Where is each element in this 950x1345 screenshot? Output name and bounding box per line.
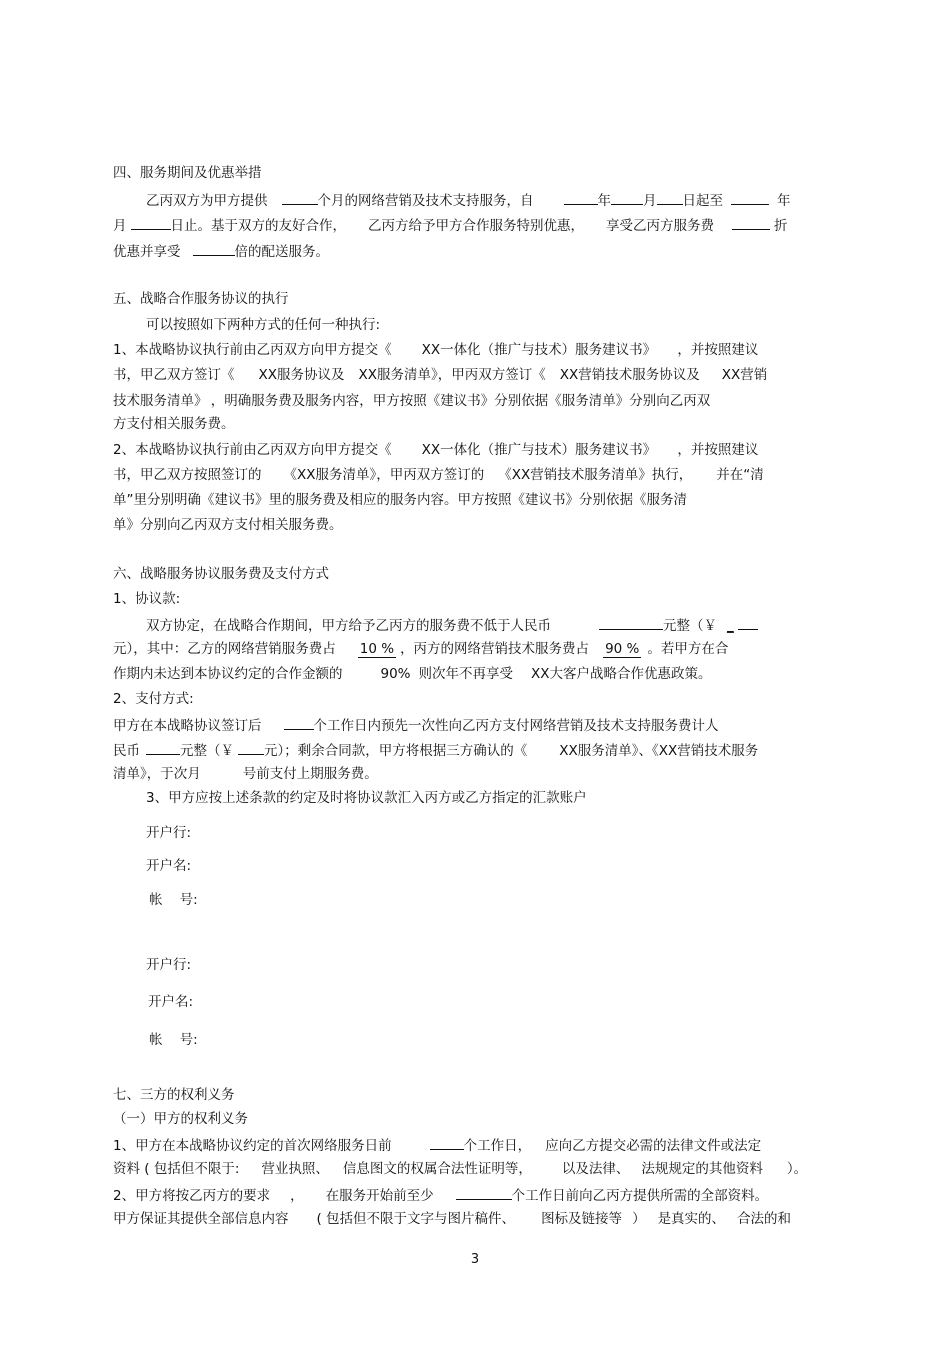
section-7-heading: 七、三方的权利义务 bbox=[113, 1087, 235, 1103]
section-6-p1-line-1: 双方协定，在战略合作期间，甲方给予乙丙方的服务费不低于人民币 元整（￥ _ bbox=[146, 615, 758, 635]
page-number: 3 bbox=[470, 1252, 480, 1267]
section-6-p2-line-2: 民币 元整（￥ 元）；剩余合同款，甲方将根据三方确认的《 XX服务清单》、《XX营销技术服务 bbox=[113, 740, 758, 760]
section-6-p2-line-1: 甲方在本战略协议签订后 个工作日内预先一次性向乙丙方支付网络营销及技术支持服务费计人 bbox=[113, 715, 719, 735]
section-5-item-2-line-4: 单》分别向乙丙双方支付相关服务费。 bbox=[113, 517, 343, 533]
section-7-sub-1: （一）甲方的权利义务 bbox=[113, 1111, 248, 1127]
account-1-bank: 开户行: bbox=[146, 825, 192, 841]
section-5-item-1-line-4: 方支付相关服务费。 bbox=[113, 416, 235, 432]
section-7-line-3: 2、甲方将按乙丙方的要求 ， 在服务开始前至少 个工作日前向乙丙方提供所需的全部资料。 bbox=[113, 1185, 768, 1205]
section-6-sub-1: 1、协议款: bbox=[113, 591, 181, 607]
section-5-item-2-line-2: 书，甲乙双方按照签订的 《XX服务清单》，甲丙双方签订的 《XX营销技术服务清单》执行， 并在“清 bbox=[113, 467, 764, 483]
account-2-name: 开户名: bbox=[148, 994, 194, 1010]
section-6-p3: 3、甲方应按上述条款的约定及时将协议款汇入丙方或乙方指定的汇款账户 bbox=[146, 790, 587, 806]
account-2-bank: 开户行: bbox=[146, 957, 192, 973]
section-7-line-1: 1、甲方在本战略协议约定的首次网络服务日前 个工作日， 应向乙方提交必需的法律文件或法定 bbox=[113, 1135, 761, 1155]
section-5-item-1-line-3: 技术服务清单》 ，明确服务费及服务内容，甲方按照《建议书》分别依据《服务清单》分别向乙丙双 bbox=[113, 393, 711, 409]
account-1-name: 开户名: bbox=[146, 858, 192, 874]
section-5-intro: 可以按照如下两种方式的任何一种执行: bbox=[146, 317, 381, 333]
account-2-number: 帐 号: bbox=[149, 1032, 198, 1048]
section-5-item-1-line-2: 书，甲乙双方签订《 XX服务协议及 XX服务清单》，甲丙双方签订《 XX营销技术服务协议及 XX营销 bbox=[113, 367, 768, 383]
section-6-p1-line-2: 元），其中：乙方的网络营销服务费占 10 % ，丙方的网络营销技术服务费占 90 % 。若甲方在合 bbox=[113, 641, 729, 657]
section-7-line-2: 资料 ( 包括但不限于: 营业执照、 信息图文的权属合法性证明等， 以及法律、 法规规定的其他资料 ）。 bbox=[113, 1161, 808, 1177]
section-7-line-4: 甲方保证其提供全部信息内容 ( 包括但不限于文字与图片稿件、 图标及链接等 ） 是真实的、 合法的和 bbox=[113, 1211, 792, 1227]
section-5-item-1-line-1: 1、本战略协议执行前由乙丙双方向甲方提交《 XX一体化（推广与技术）服务建议书》 ，并按照建议 bbox=[113, 342, 759, 358]
section-6-p2-line-3: 清单》，于次月 号前支付上期服务费。 bbox=[113, 766, 378, 782]
section-4-line-2: 月 日止。基于双方的友好合作， 乙丙方给予甲方合作服务特别优惠， 享受乙丙方服务费 折 bbox=[113, 215, 788, 235]
section-4-line-1: 乙丙双方为甲方提供 个月的网络营销及技术支持服务，自 年 月 日起至 年 bbox=[146, 190, 791, 210]
section-5-item-2-line-1: 2、本战略协议执行前由乙丙双方向甲方提交《 XX一体化（推广与技术）服务建议书》 ，并按照建议 bbox=[113, 442, 759, 458]
section-4-heading: 四、服务期间及优惠举措 bbox=[113, 165, 262, 181]
section-5-heading: 五、战略合作服务协议的执行 bbox=[113, 291, 289, 307]
section-5-item-2-line-3: 单”里分别明确《建议书》里的服务费及相应的服务内容。甲方按照《建议书》分别依据《服务清 bbox=[113, 492, 687, 508]
section-4-line-3: 优惠并享受 倍的配送服务。 bbox=[113, 241, 329, 261]
section-6-sub-2: 2、支付方式: bbox=[113, 691, 194, 707]
account-1-number: 帐 号: bbox=[149, 892, 198, 908]
section-6-heading: 六、战略服务协议服务费及支付方式 bbox=[113, 566, 329, 582]
section-6-p1-line-3: 作期内未达到本协议约定的合作金额的 90% 则次年不再享受 XX大客户战略合作优惠政策。 bbox=[113, 666, 712, 682]
